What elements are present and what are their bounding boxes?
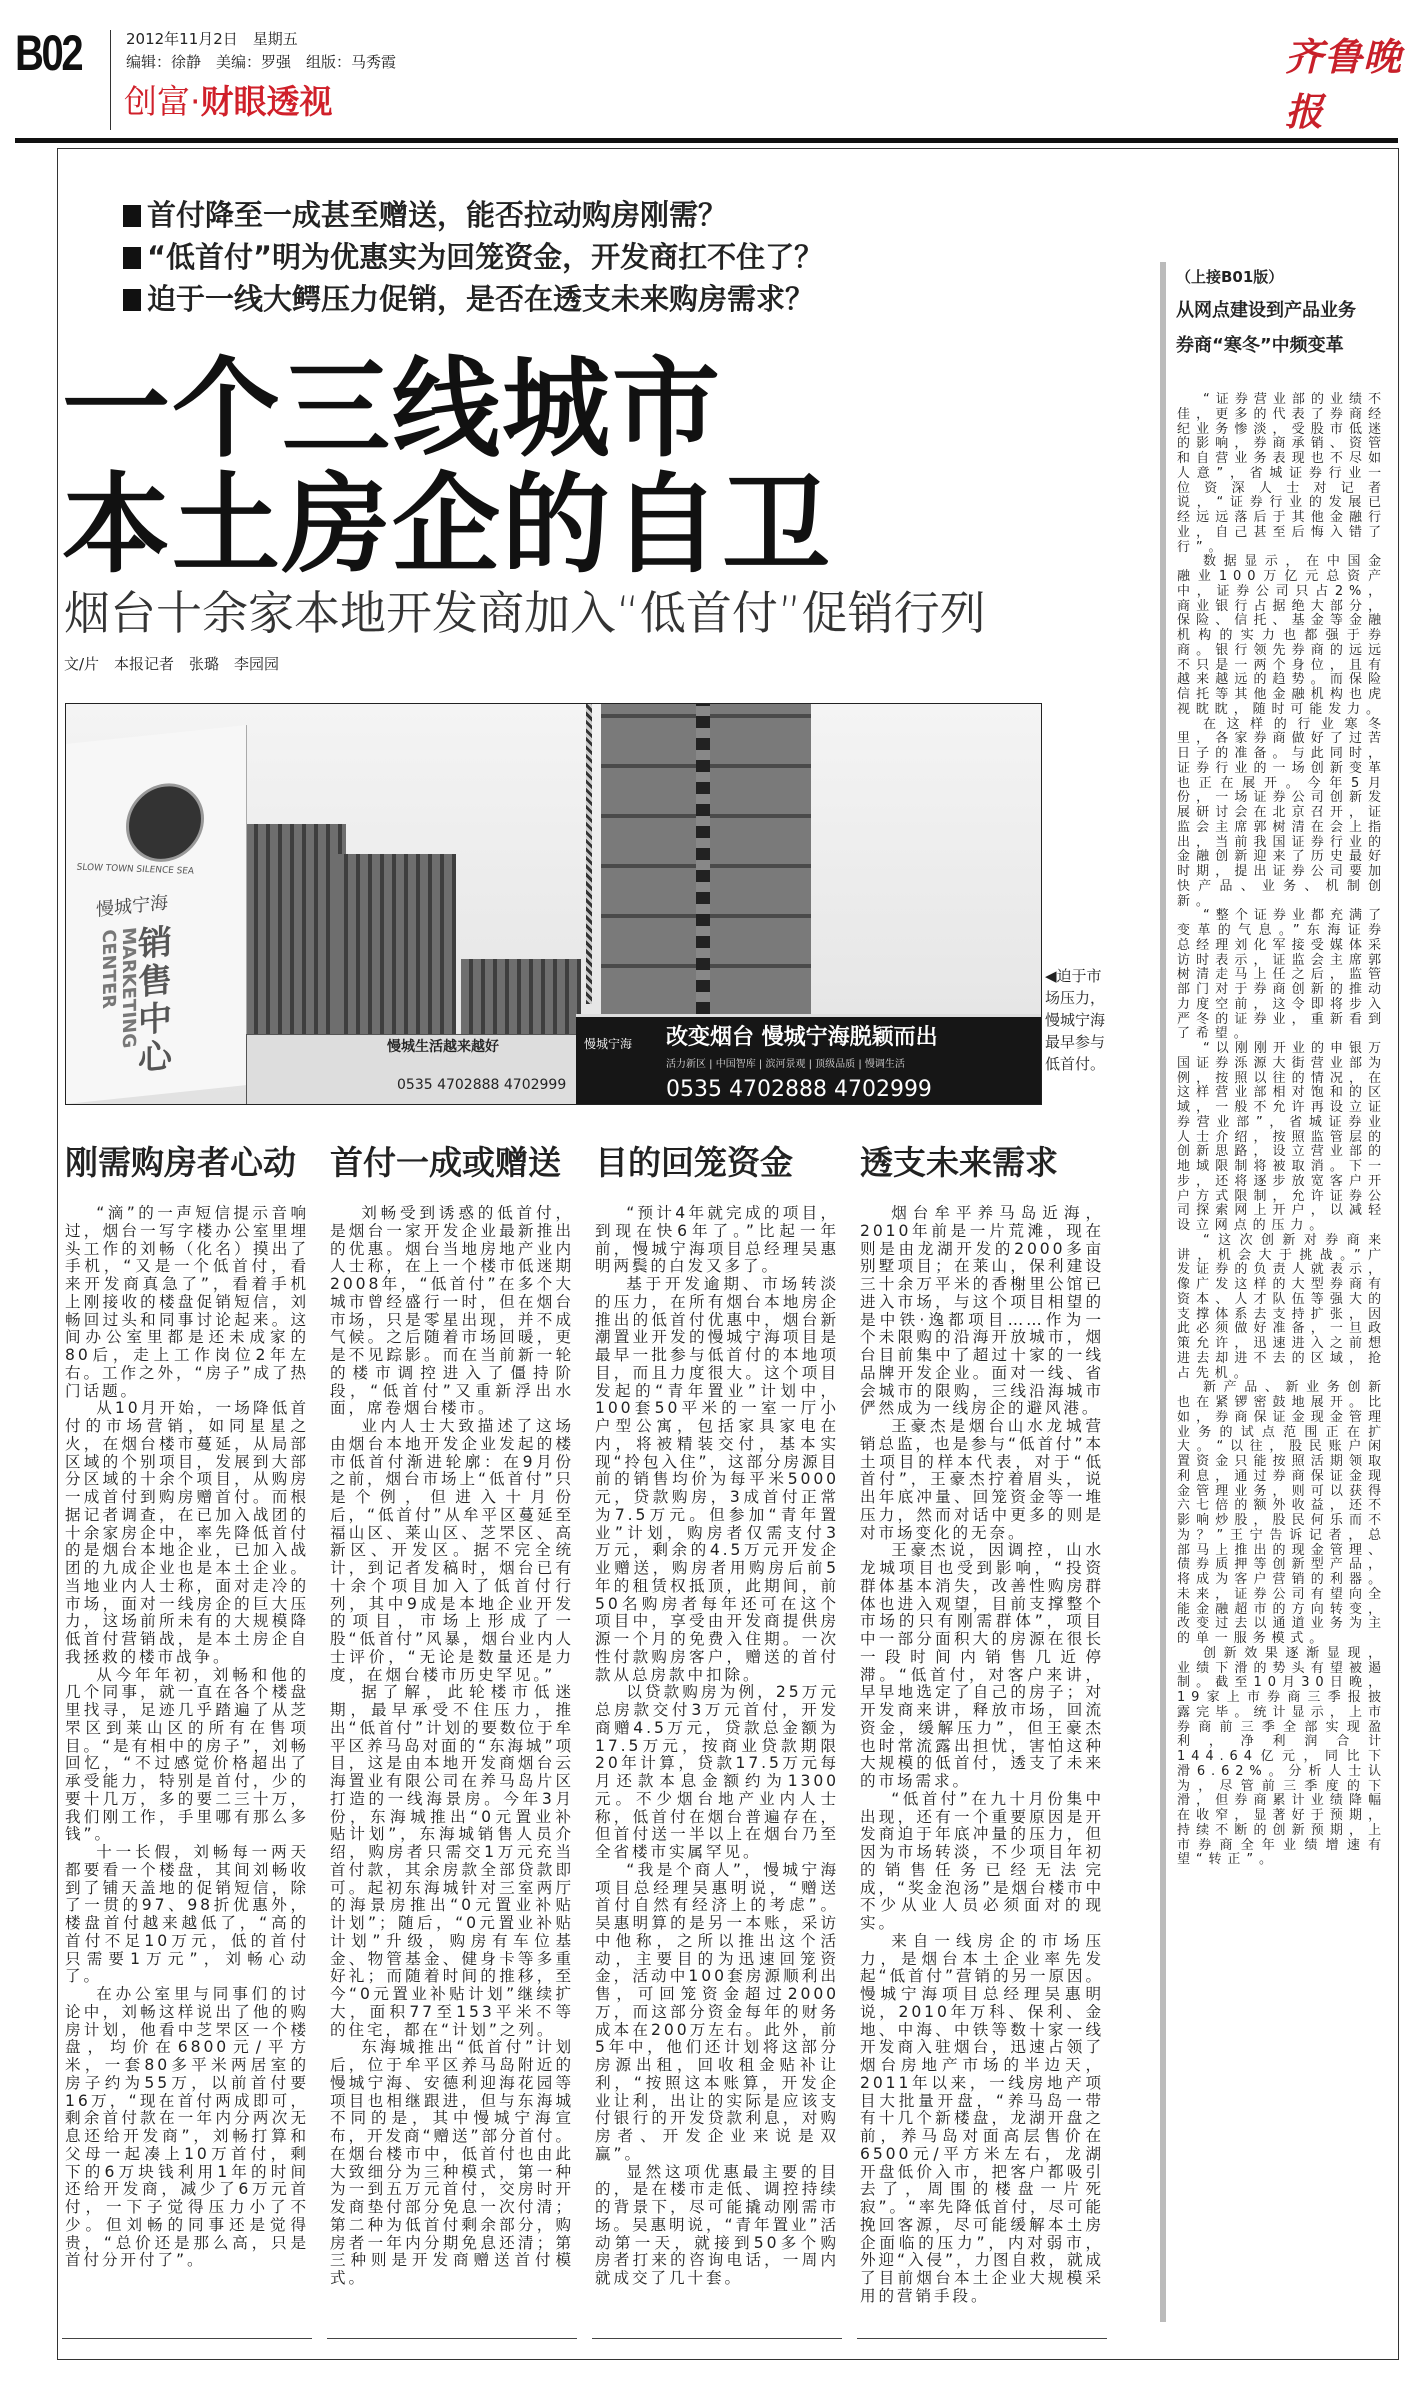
sign-brand: 慢城宁海 (96, 892, 168, 921)
square-bullet-icon (123, 247, 141, 269)
section-title (124, 76, 333, 123)
paragraph: 据了解，此轮楼市低迷期，最早承受不住压力，推出“低首付”计划的要数位于牟平区养马岛对面的“东海城”项目，这是由本地开发商烟台云海置业有限公司在养马岛片区打造的一线海景房。今年3月份，东海城推出“0元置业补贴计划”，东海城销售人员介绍，购房者只需交1万元充当首付款，其余房款全部贷款即可。起初东海城针对三室两厅的海景房推出“0元置业补贴计划”；随后，“0元置业补贴计划”升级，购房有车位基金、物管基金、健身卡等多重好礼；而随着时间的推移，至今“0元置业补贴计划”继续扩大，面积77至153平米不等的住宅，都在“计划”之列。 (330, 1683, 574, 2039)
column-rule (62, 2338, 312, 2339)
sidebar-title-line-2: 券商“寒冬”中频变革 (1176, 335, 1344, 356)
lead-bullet-text: “低首付”明为优惠实为回笼资金，开发商扛不住了？ (147, 240, 824, 274)
header-divider (110, 30, 111, 130)
newspaper-logo: 齐鲁晚报 (1285, 34, 1403, 134)
lead-bullet (123, 282, 814, 316)
lead-bullet (123, 198, 727, 232)
brand-emblem-icon (126, 779, 204, 865)
headline-line-2: 本土房企的自卫 (62, 463, 833, 588)
article-column (860, 1205, 1104, 2306)
paragraph: “滴”的一声短信提示音响过，烟台一写字楼办公室里埋头工作的刘畅（化名）摸出了手机，“又是一个低首付，看来开发商真急了”，看着手机上刚接收的楼盘促销短信，刘畅回过头和同事讨论起来。这间办公室里都是还未成家的80后，走上工作岗位2年左右。工作之外，“房子”成了热门话题。 (65, 1204, 309, 1400)
news-photo (65, 703, 1042, 1105)
billboard-logo: 慢城宁海 (584, 1037, 633, 1051)
article-column (595, 1205, 839, 2288)
paragraph: 刘畅受到诱惑的低首付，是烟台一家开发企业最新推出的优惠。烟台当地房地产业内人士称，在上一个楼市低迷期2008年，“低首付”在多个大城市曾经盛行一时，但在烟台市场，只是零星出现，并不成气候。之后随着市场回暖，更是不见踪影。而在当前新一轮的楼市调控进入了僵持阶段，“低首付”又重新浮出水面，席卷烟台楼市。 (330, 1204, 574, 1418)
crane (586, 704, 592, 1004)
paragraph: 王豪杰说，因调控，山水龙城项目也受到影响，“投资群体基本消失，改善性购房群体也进入观望，目前支撑整个市场的只有刚需群体”，项目中一部分面积大的房源在很长一段时间内销售几近停滞。“低首付，对客户来讲，早早地选定了自己的房子；对开发商来讲，释放市场，回流资金，缓解压力”，但王豪杰也时常流露出担忧，害怕这种大规模的低首付，透支了未来的市场需求。 (860, 1541, 1104, 1790)
paragraph: “我是个商人”，慢城宁海项目总经理吴惠明说，“赠送首付自然有经济上的考虑”。吴惠明算的是另一本账，采访中他称，之所以推出这个活动，主要目的为迅速回笼资金，活动中100套房源顺利出售，可回笼资金超过2000万，而这部分资金每年的财务成本在200万左右。此外，前5年中，他们还计划将这部分房源出租，回收租金贴补让利，“按照这本账算，开发企业让利，出让的实际是应该支付银行的开发贷款利息，对购房者、开发企业来说是双赢”。 (595, 1860, 839, 2163)
column-heading: 首付一成或赠送 (330, 1143, 561, 1182)
billboard-phone: 0535 4702888 4702999 (666, 1077, 932, 1102)
paragraph: 王豪杰是烟台山水龙城营销总监，也是参与“低首付”本土项目的样本代表，对于“低首付”，王豪杰拧着眉头，说出年底冲量、回笼资金等一堆压力，然而对话中更多的则是对市场变化的无奈。 (860, 1417, 1104, 1542)
paragraph: 基于开发逾期、市场转淡的压力，在所有烟台本地房企推出的低首付优惠中，烟台新潮置业开发的慢城宁海项目是最早一批参与低首付的本地项目，而且力度很大。这个项目发起的“青年置业”计划中，100套50平米的一室一厅小户型公寓，包括家具家电在内，将被精装交付，基本实现“拎包入住”，这部分房源目前的销售均价为每平米5000元，贷款购房，3成首付正常为7.5万元。但参加“青年置业”计划，购房者仅需支付3万元，剩余的4.5万元开发企业赠送，购房者用购房后前5年的租赁权抵顶，此期间，前50名购房者每年还可在这个项目中，享受由开发商提供房源一个月的免费入住期。一次性付款购房客户，赠送的首付款从总房款中扣除。 (595, 1275, 839, 1684)
column-heading: 刚需购房者心动 (65, 1143, 296, 1182)
paragraph: “这次创新对券商来讲，机会大于挑战。”广发证券的负责人就表示，像广发这样的大型券商有资本、人才队伍等强大的支撑体系去支持扩张，因此必须做好准备，一旦政策允许，迅速进入之前想进去却进不去的区域，抢占先机。 (1177, 1232, 1387, 1381)
billboard (576, 1014, 1042, 1105)
paragraph: 在办公室里与同事们的讨论中，刘畅这样说出了他的购房计划，他看中芝罘区一个楼盘，均价在6800元/平方米，一套80多平米两居室的房子约为55万，以前首付要16万，“现在首付两成即可，剩余首付款在一年内分两次无息还给开发商”，刘畅打算和父母一起凑上10万首付，剩下的6万块钱利用1年的时间还给开发商，减少了6万元首付，一下子觉得压力小了不少。但刘畅的同事还是觉得贵，“总价还是那么高，只是首付分开付了”。 (65, 1985, 309, 2270)
headline-line-1: 一个三线城市 (62, 347, 723, 472)
paragraph: 东海城推出“低首付”计划后，位于牟平区养马岛附近的慢城宁海、安德利迎海花园等项目也相继跟进，但与东海城不同的是，其中慢城宁海宣布，开发商“赠送”部分首付。在烟台楼市中，低首付也由此大致细分为三种模式，第一种为一到五万元首付，交房时开发商垫付部分免息一次付清；第二种为低首付剩余部分，购房者一年内分期免息还清；第三种则是开发商赠送首付模式。 (330, 2038, 574, 2287)
paragraph: “证券营业部的业绩不佳，更多的代表了券商经纪业务惨淡，受股市低迷的影响，券商承销、资管和自营业务表现也不尽如人意”，省城证券行业一位资深人士对记者说，“证券行业的发展已经远远落后于其他金融行业，自己甚至后悔入错了行”。 (1177, 392, 1387, 555)
sales-center-sign (66, 725, 247, 1104)
paragraph: 以贷款购房为例，25万元总房款交付3万元首付，开发商赠4.5万元，贷款总金额为17.5万元，按商业贷款期限20年计算，贷款17.5万元每月还款本息金额约为1300元。不少烟台地产业内人士称，低首付在烟台普遍存在，但首付送一半以上在烟台乃至全省楼市实属罕见。 (595, 1683, 839, 1861)
paragraph: “低首付”在九十月份集中出现，还有一个重要原因是开发商迫于年底冲量的压力，但因为市场转淡，不少项目年初的销售任务已经无法完成，“奖金泡汤”是烟台楼市中不少从业人员必须面对的现实。 (860, 1789, 1104, 1932)
paragraph: “整个证券业都充满了变革的气息。”东海证券总经理刘化军接受媒体采访时表示，证监会主席郭树清走马上任之后，监管部门对于券商创新的推动力度空前，这令即将步入严冬的证券业，重新看到了希望。 (1177, 908, 1387, 1042)
column-heading: 透支未来需求 (860, 1143, 1058, 1182)
paragraph: 数据显示，在中国金融业100万亿元总资产中，证券公司只占2%，商业银行占据绝大部分，保险、信托、基金等金融机构的实力也都强于券商。银行领先券商的远远不只是一两个身位，且有越来越远的趋势。而保险信托等其他金融机构也虎视眈眈，随时可能发力。 (1177, 554, 1387, 717)
page-number: B02 (15, 25, 82, 81)
square-bullet-icon (123, 289, 141, 311)
paragraph: 来自一线房企的市场压力，是烟台本土企业率先发起“低首付”营销的另一原因。慢城宁海项目总经理吴惠明说，2010年万科、保利、金地、中海、中铁等数十家一线开发商入驻烟台，迅速占领了烟台房地产市场的半边天，2011年以来，一线房地产项目大批量开盘，“养马岛一带有十几个新楼盘，龙湖开盘之前，养马岛对面高层售价在6500元/平方米左右，龙湖开盘低价入市，把客户都吸引去了，周围的楼盘一片死寂”。“率先降低首付，尽可能挽回客源，尽可能缓解本土房企面临的压力”，内对弱市，外迎“入侵”，力图自救，就成了目前烟台本土企业大规模采用的营销手段。 (860, 1931, 1104, 2305)
lead-bullet (123, 240, 823, 274)
issue-date: 2012年11月2日 星期五 (126, 30, 298, 48)
building (246, 824, 346, 1054)
paragraph: “预计4年就完成的项目，到现在快6年了。”比起一年前，慢城宁海项目总经理吴惠明两鬓的白发又多了。 (595, 1204, 839, 1276)
square-bullet-icon (123, 205, 141, 227)
paragraph: 烟台牟平养马岛近海，2010年前是一片荒滩，现在则是由龙湖开发的2000多亩别墅项目；在莱山，保利建设三十余万平米的香榭里公馆已进入市场，与这个项目相望的是中铁·逸都项目……作为一个未限购的沿海开放城市，烟台目前集中了超过十家的一线品牌开发企业。面对一线、省会城市的限购，三线沿海城市俨然成为一线房企的避风港。 (860, 1204, 1104, 1418)
article-column (330, 1205, 574, 2288)
billboard-title: 改变烟台 慢城宁海脱颖而出 (666, 1025, 938, 1050)
column-rule (857, 2338, 1107, 2339)
sidebar-article (1177, 393, 1387, 1868)
building (336, 854, 456, 1054)
billboard-phone: 0535 4702888 4702999 (397, 1077, 567, 1093)
section-prefix: 创富· (124, 82, 201, 121)
photo-caption: ◀迫于市场压力，慢城宁海最早参与低首付。 (1045, 967, 1106, 1073)
article-column (65, 1205, 309, 2270)
sidebar-accent-bar (1160, 262, 1166, 2322)
byline: 文/片 本报记者 张璐 李园园 (64, 655, 280, 673)
sign-marketing-center: MARKETING CENTER (98, 926, 139, 1050)
subheadline: 烟台十余家本地开发商加入“低首付”促销行列 (64, 586, 986, 640)
paragraph: 新产品、新业务创新也在紧锣密鼓地展开。比如，券商保证金现金管理业务的试点范围正在扩大。“以往，股民账户闲置资金只能按照活期领取利息，通过券商保证金现金管理业务，则可以获得六七倍的额外收益，还不影响炒股，股民何乐而不为？”王宁告诉记者，总部马上推出的现金管理、债券质押等创新型产品，将成为客户营销的利器。未来，证券公司有望向全能金融超市的方向转变，改变过去以通道业务为主的单一服务模式。 (1177, 1380, 1387, 1646)
paragraph: 创新效果逐渐显现，业绩下滑的势头有望被遏制。截至10月30日晚，19家上市券商三季报披露完毕。统计显示，上市券商前三季全部实现盈利，净利润合计144.64亿元，同比下滑6.62%。分析人士认为，尽管前三季度的下滑，但券商累计业绩降幅在收窄，显著好于预期，持续不断的创新预期，上市券商全年业绩增速有望“转正”。 (1177, 1645, 1387, 1868)
paragraph: 业内人士大致描述了这场由烟台本地开发企业发起的楼市低首付渐进轮廓：在9月份之前，烟台市场上“低首付”只是个例，但进入十月份后，“低首付”从牟平区蔓延至福山区、莱山区、芝罘区、高新区、开发区。据不完全统计，到记者发稿时，烟台已有十余个项目加入了低首付行列，其中9成是本地企业开发的项目，市场上形成了一股“低首付”风暴，烟台业内人士评价，“无论是数量还是力度，在烟台楼市历史罕见。” (330, 1417, 574, 1684)
lead-bullet-text: 迫于一线大鳄压力促销，是否在透支未来购房需求？ (147, 282, 815, 316)
column-rule (592, 2338, 842, 2339)
billboard-title: 慢城生活越来越好 (387, 1039, 499, 1055)
section-name: 财眼透视 (200, 82, 333, 121)
lead-bullet-text: 首付降至一成甚至赠送，能否拉动购房刚需？ (147, 198, 728, 232)
sign-sales-center: 销售中心 (138, 921, 172, 1080)
paragraph: 从10月开始，一场降低首付的市场营销，如同星星之火，在烟台楼市蔓延，从局部区域的个别项目，发展到大部分区域的十余个项目，从购房一成首付到购房赠首付。而根据记者调查，在已加入战团的十余家房企中，率先降低首付的是烟台本地企业，已加入战团的九成企业也是本土企业。当地业内人士称，面对走冷的市场，面对一线房企的巨大压力，这场前所未有的大规模降低首付营销战，是本土房企自我拯救的楼市战争。 (65, 1399, 309, 1666)
editor-credits: 编辑：徐静 美编：罗强 组版：马秀霞 (126, 53, 397, 71)
column-rule (327, 2338, 577, 2339)
sidebar-title-line-1: 从网点建设到产品业务 (1176, 300, 1356, 321)
billboard-slogans: 活力新区 | 中国智库 | 滨河景观 | 顶级品质 | 慢调生活 (666, 1059, 905, 1070)
tower-building (601, 704, 811, 1014)
paragraph: 在这样的行业寒冬里，各家券商做好了过苦日子的准备。与此同时，证券行业的一场创新变革也正在展开。今年5月份，一场证券公司创新发展研讨会在北京召开，证监会主席郭树清在会上指出，当前我国证券行业的金融创新迎来了历史最好时期，提出证券公司要加快产品、业务、机制创新。 (1177, 716, 1387, 909)
billboard (246, 1034, 578, 1105)
paragraph: 显然这项优惠最主要的目的，是在楼市走低、调控持续的背景下，尽可能撬动刚需市场。吴惠明说，“青年置业”活动第一天，就接到50多个购房者打来的咨询电话，一周内就成交了几十套。 (595, 2162, 839, 2287)
paragraph: 十一长假，刘畅每一两天都要看一个楼盘，其间刘畅收到了铺天盖地的促销短信，除了一贯的97、98折优惠外，楼盘首付越来越低了，“高的首付不足10万元，低的首付只需要1万元”，刘畅心动了。 (65, 1843, 309, 1986)
sign-english: SLOW TOWN SILENCE SEA (75, 862, 195, 877)
column-heading: 目的回笼资金 (595, 1143, 793, 1182)
paragraph: 从今年年初，刘畅和他的几个同事，就一直在各个楼盘里找寻，足迹几乎踏遍了从芝罘区到莱山区的所有在售项目。“是有相中的房子”，刘畅回忆，“不过感觉价格超出了承受能力，特别是首付，少的要十几万，多的要二三十万，我们刚工作，手里哪有那么多钱”。 (65, 1665, 309, 1844)
sidebar-continued-from: （上接B01版） (1176, 268, 1284, 286)
paragraph: “以刚刚开业的申银万国证券泺源大街营业部为例，按照以往的情况，在这样营业部相对饱和的区域，一般不允许再设立证券营业部”，省城证券业人士介绍，按照监管层的创新思路，设立营业部的地域限制将被取消。下一步，还将逐步放宽客户开户方式限制，允许证券公司探索网上开户，以减轻设立网点的压力。 (1177, 1041, 1387, 1233)
header-rule (15, 138, 1398, 143)
